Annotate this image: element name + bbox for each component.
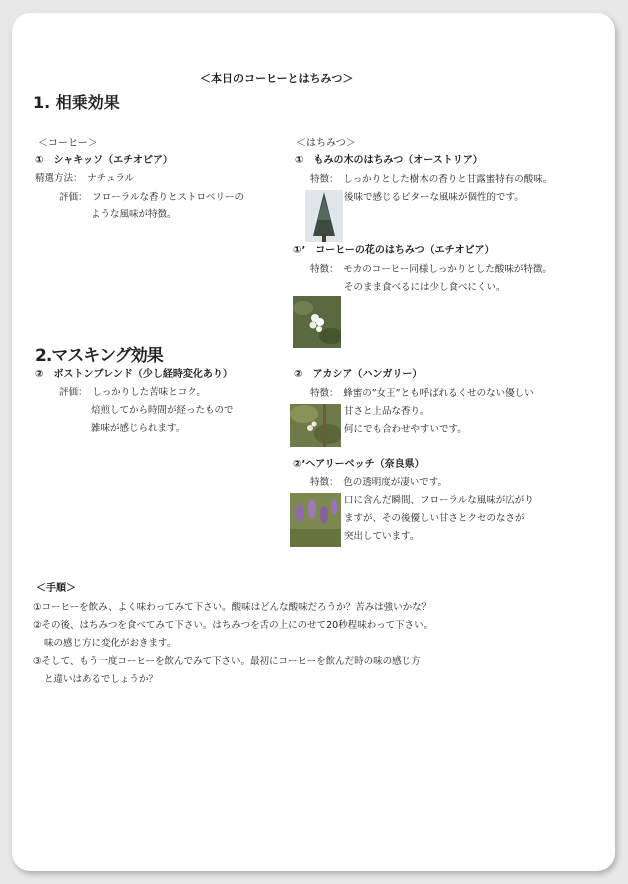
coffee-flower-photo [293, 296, 341, 348]
section-heading-synergy: 1. 相乗効果 [33, 93, 120, 112]
honey2-feature-line1: 特徴： 蜂蜜の”女王”とも呼ばれるくせのない優しい [310, 388, 534, 399]
steps-line3: 味の感じ方に変化がおきます。 [44, 638, 177, 649]
honey1-feature-line1: 特徴： しっかりとした樹木の香りと甘露蜜特有の酸味。 [310, 174, 553, 185]
steps-line5: と違いはあるでしょうか？ [44, 674, 158, 685]
fir-tree-photo [305, 190, 343, 242]
honey2b-name: ②’ヘアリーベッチ（奈良県） [293, 459, 425, 470]
coffee2-name: ② ボストンブレンド（少し経時変化あり） [35, 369, 233, 380]
coffee2-eval-line3: 雑味が感じられます。 [91, 423, 186, 434]
coffee1-method: 精選方法： ナチュラル [35, 173, 135, 184]
page-title: ＜本日のコーヒーとはちみつ＞ [200, 72, 354, 85]
coffee1-eval-line2: ような風味が特徴。 [91, 209, 177, 220]
hairy-vetch-photo [290, 493, 341, 547]
honey2-feature-line2: 甘さと上品な香り。 [344, 406, 430, 417]
honey2b-feature-line3: ますが、その後優しい甘さとクセのなさが [344, 513, 525, 524]
honey1-feature-line2: 後味で感じるビターな風味が個性的です。 [344, 192, 524, 203]
honey2b-feature-line1: 特徴： 色の透明度が凄いです。 [310, 477, 447, 488]
coffee2-eval-line1: 評価： しっかりした苦味とコク。 [59, 387, 206, 398]
steps-header: ＜手順＞ [36, 583, 76, 594]
steps-line2: ②その後、はちみつを食べてみて下さい。はちみつを舌の上にのせて20秒程味わって下さい。 [33, 620, 434, 631]
steps-line4: ③そして、もう一度コーヒーを飲んでみて下さい。最初にコーヒーを飲んだ時の味の感じ方 [33, 656, 421, 667]
coffee1-eval-line1: 評価： フローラルな香りとストロベリーの [59, 192, 244, 203]
honey2b-feature-line4: 突出しています。 [344, 531, 420, 542]
honey1b-feature-line2: そのまま食べるには少し食べにくい。 [344, 282, 506, 293]
honey1b-feature-line1: 特徴： モカのコーヒー同様しっかりとした酸味が特徴。 [310, 264, 552, 275]
honey2-feature-line3: 何にでも合わせやすいです。 [344, 424, 467, 435]
coffee-header: ＜コーヒー＞ [38, 138, 98, 149]
coffee1-name: ① シャキッソ（エチオピア） [35, 155, 173, 166]
honey2-name: ② アカシア（ハンガリー） [294, 369, 423, 380]
steps-line1: ①コーヒーを飲み、よく味わってみて下さい。酸味はどんな酸味だろうか？苦みは強いかな？ [33, 602, 432, 613]
honey1b-name: ①’ コーヒーの花のはちみつ（エチオピア） [293, 245, 495, 256]
honey1-name: ① もみの木のはちみつ（オーストリア） [295, 155, 483, 166]
coffee2-eval-line2: 焙煎してから時間が経ったもので [91, 405, 234, 416]
honey-header: ＜はちみつ＞ [296, 138, 356, 149]
acacia-photo [290, 404, 341, 447]
honey2b-feature-line2: 口に含んだ瞬間、フローラルな風味が広がり [344, 495, 534, 506]
section-heading-masking: 2.マスキング効果 [35, 346, 163, 366]
